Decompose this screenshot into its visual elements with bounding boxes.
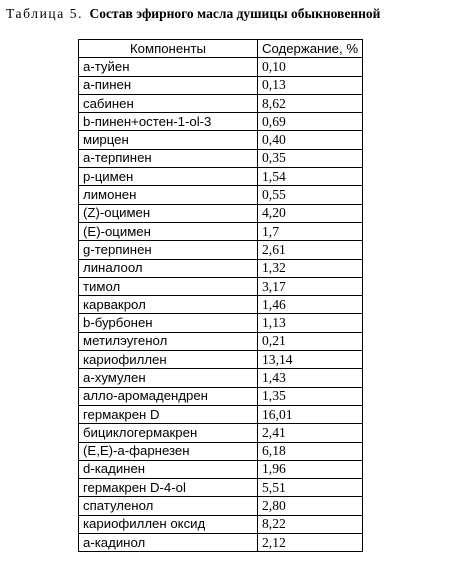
table-row bbox=[79, 113, 363, 131]
component-name-cell: p-цимен bbox=[79, 168, 258, 186]
content-value-cell: 6,18 bbox=[258, 442, 363, 460]
content-value-cell: 0,55 bbox=[258, 186, 363, 204]
content-value-cell: 16,01 bbox=[258, 405, 363, 423]
table-row bbox=[79, 534, 363, 552]
component-name-cell: a-терпинен bbox=[79, 149, 258, 167]
table-row bbox=[79, 424, 363, 442]
table-row bbox=[79, 296, 363, 314]
component-name-cell: a-туйен bbox=[79, 58, 258, 76]
table-row bbox=[79, 460, 363, 478]
table-row bbox=[79, 497, 363, 515]
table-row bbox=[79, 222, 363, 240]
table-row bbox=[79, 369, 363, 387]
component-name-cell: карвакрол bbox=[79, 296, 258, 314]
component-name-cell: лимонен bbox=[79, 186, 258, 204]
content-value-cell: 0,13 bbox=[258, 76, 363, 94]
content-value-cell: 5,51 bbox=[258, 479, 363, 497]
table-number: Таблица 5. bbox=[6, 6, 84, 21]
component-name-cell: метилэугенол bbox=[79, 332, 258, 350]
component-name-cell: a-пинен bbox=[79, 76, 258, 94]
content-value-cell: 4,20 bbox=[258, 204, 363, 222]
component-name-cell: спатуленол bbox=[79, 497, 258, 515]
component-name-cell: гермакрен D-4-ol bbox=[79, 479, 258, 497]
component-name-cell: (E)-оцимен bbox=[79, 222, 258, 240]
table-row bbox=[79, 204, 363, 222]
table-row bbox=[79, 241, 363, 259]
table-row bbox=[79, 186, 363, 204]
table-row bbox=[79, 149, 363, 167]
content-value-cell: 1,46 bbox=[258, 296, 363, 314]
content-value-cell: 0,40 bbox=[258, 131, 363, 149]
table-row bbox=[79, 479, 363, 497]
content-value-cell: 1,96 bbox=[258, 460, 363, 478]
table-row bbox=[79, 58, 363, 76]
component-name-cell: тимол bbox=[79, 277, 258, 295]
content-value-cell: 2,12 bbox=[258, 534, 363, 552]
column-header-content: Содержание, % bbox=[258, 40, 363, 58]
content-value-cell: 1,32 bbox=[258, 259, 363, 277]
component-name-cell: алло-аромадендрен bbox=[79, 387, 258, 405]
component-name-cell: мирцен bbox=[79, 131, 258, 149]
component-name-cell: d-кадинен bbox=[79, 460, 258, 478]
component-name-cell: b-бурбонен bbox=[79, 314, 258, 332]
table-row bbox=[79, 351, 363, 369]
table-body bbox=[79, 58, 363, 552]
table-row bbox=[79, 259, 363, 277]
component-name-cell: бициклогермакрен bbox=[79, 424, 258, 442]
content-value-cell: 1,54 bbox=[258, 168, 363, 186]
table-row bbox=[79, 405, 363, 423]
content-value-cell: 13,14 bbox=[258, 351, 363, 369]
table-row bbox=[79, 76, 363, 94]
table-row bbox=[79, 168, 363, 186]
component-name-cell: кариофиллен оксид bbox=[79, 515, 258, 533]
content-value-cell: 1,13 bbox=[258, 314, 363, 332]
table-row bbox=[79, 131, 363, 149]
component-name-cell: сабинен bbox=[79, 94, 258, 112]
content-value-cell: 8,22 bbox=[258, 515, 363, 533]
content-value-cell: 0,35 bbox=[258, 149, 363, 167]
content-value-cell: 8,62 bbox=[258, 94, 363, 112]
table-row bbox=[79, 332, 363, 350]
content-value-cell: 1,7 bbox=[258, 222, 363, 240]
component-name-cell: гермакрен D bbox=[79, 405, 258, 423]
table-row bbox=[79, 442, 363, 460]
component-name-cell: (Z)-оцимен bbox=[79, 204, 258, 222]
content-value-cell: 0,10 bbox=[258, 58, 363, 76]
table-row bbox=[79, 94, 363, 112]
table-caption bbox=[6, 4, 456, 24]
column-header-components: Компоненты bbox=[79, 40, 258, 58]
table-row bbox=[79, 515, 363, 533]
content-value-cell: 1,35 bbox=[258, 387, 363, 405]
component-name-cell: (E,E)-a-фарнезен bbox=[79, 442, 258, 460]
table-row bbox=[79, 387, 363, 405]
component-name-cell: a-кадинол bbox=[79, 534, 258, 552]
component-name-cell: b-пинен+остен-1-ol-3 bbox=[79, 113, 258, 131]
content-value-cell: 2,61 bbox=[258, 241, 363, 259]
content-value-cell: 1,43 bbox=[258, 369, 363, 387]
table-title: Состав эфирного масла душицы обыкновенной bbox=[89, 6, 381, 21]
table-header-row bbox=[79, 40, 363, 58]
content-value-cell: 0,69 bbox=[258, 113, 363, 131]
composition-table bbox=[78, 39, 363, 552]
table-row bbox=[79, 314, 363, 332]
table-row bbox=[79, 277, 363, 295]
content-value-cell: 0,21 bbox=[258, 332, 363, 350]
content-value-cell: 2,41 bbox=[258, 424, 363, 442]
content-value-cell: 2,80 bbox=[258, 497, 363, 515]
component-name-cell: кариофиллен bbox=[79, 351, 258, 369]
component-name-cell: a-хумулен bbox=[79, 369, 258, 387]
content-value-cell: 3,17 bbox=[258, 277, 363, 295]
component-name-cell: линалоол bbox=[79, 259, 258, 277]
component-name-cell: g-терпинен bbox=[79, 241, 258, 259]
